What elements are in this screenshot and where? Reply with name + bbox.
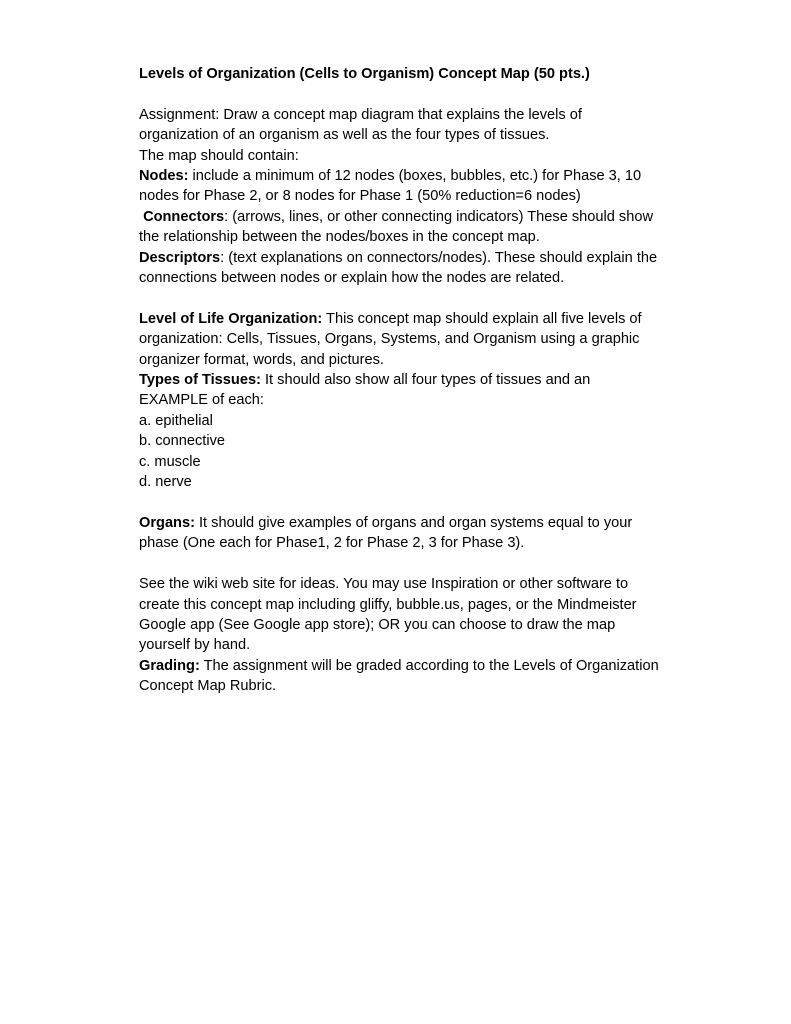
connectors-label: Connectors (143, 208, 225, 225)
nodes-text: include a minimum of 12 nodes (boxes, bubbles, etc.) for Phase 3, 10 (188, 168, 642, 185)
descriptors-label: Descriptors (139, 249, 221, 266)
organs-text: It should give examples of organs and organ systems equal to your (194, 514, 633, 531)
spacer (139, 288, 719, 308)
descriptors-paragraph (139, 248, 719, 268)
assignment-line: organization of an organism as well as the four types of tissues. (139, 127, 550, 144)
life-organization-text: This concept map should explain all five levels of (322, 310, 642, 327)
wiki-text: yourself by hand. (139, 637, 251, 654)
life-organization-text: organizer format, words, and pictures. (139, 351, 384, 368)
organs-label: Organs: (139, 514, 195, 531)
descriptors-text: connections between nodes or explain how the nodes are related. (139, 270, 565, 287)
nodes-paragraph (139, 166, 719, 186)
wiki-text: Google app (See Google app store); OR you can choose to draw the map (139, 616, 616, 633)
assignment-line: The map should contain: (139, 147, 299, 164)
nodes-text: nodes for Phase 2, or 8 nodes for Phase 1 (50% reduction=6 nodes) (139, 188, 581, 205)
tissue-list-item: c. muscle (139, 453, 201, 470)
assignment-line: Assignment: Draw a concept map diagram that explains the levels of (139, 106, 582, 123)
grading-paragraph (139, 656, 719, 676)
life-organization-label: Level of Life Organization: (139, 310, 323, 327)
tissue-list-item: b. connective (139, 433, 225, 450)
tissue-list-item: d. nerve (139, 474, 192, 491)
spacer (139, 554, 719, 574)
nodes-label: Nodes: (139, 168, 189, 185)
tissues-text: It should also show all four types of tissues and an (260, 372, 591, 389)
descriptors-text: : (text explanations on connectors/nodes). These should explain the (220, 249, 658, 266)
tissues-text: EXAMPLE of each: (139, 392, 264, 409)
wiki-text: See the wiki web site for ideas. You may use Inspiration or other software to (139, 576, 629, 593)
life-organization-text: organization: Cells, Tissues, Organs, Systems, and Organism using a graphic (139, 331, 640, 348)
organs-text: phase (One each for Phase1, 2 for Phase 2, 3 for Phase 3). (139, 535, 525, 552)
tissue-list-item: a. epithelial (139, 412, 213, 429)
connectors-text: : (arrows, lines, or other connecting indicators) These should show (224, 208, 653, 225)
tissues-label: Types of Tissues: (139, 372, 261, 389)
spacer (139, 84, 719, 104)
document-page (139, 64, 719, 697)
grading-text: Concept Map Rubric. (139, 678, 277, 695)
spacer (139, 493, 719, 513)
organs-paragraph (139, 513, 719, 533)
grading-label: Grading: (139, 657, 200, 674)
tissues-paragraph (139, 370, 719, 390)
grading-text: The assignment will be graded according to the Levels of Organization (199, 657, 659, 674)
document-title: Levels of Organization (Cells to Organism) Concept Map (50 pts.) (139, 66, 590, 82)
wiki-text: create this concept map including gliffy, bubble.us, pages, or the Mindmeister (139, 596, 637, 613)
connectors-text: the relationship between the nodes/boxes in the concept map. (139, 229, 540, 246)
connectors-paragraph (139, 207, 719, 227)
life-organization-paragraph (139, 309, 719, 329)
